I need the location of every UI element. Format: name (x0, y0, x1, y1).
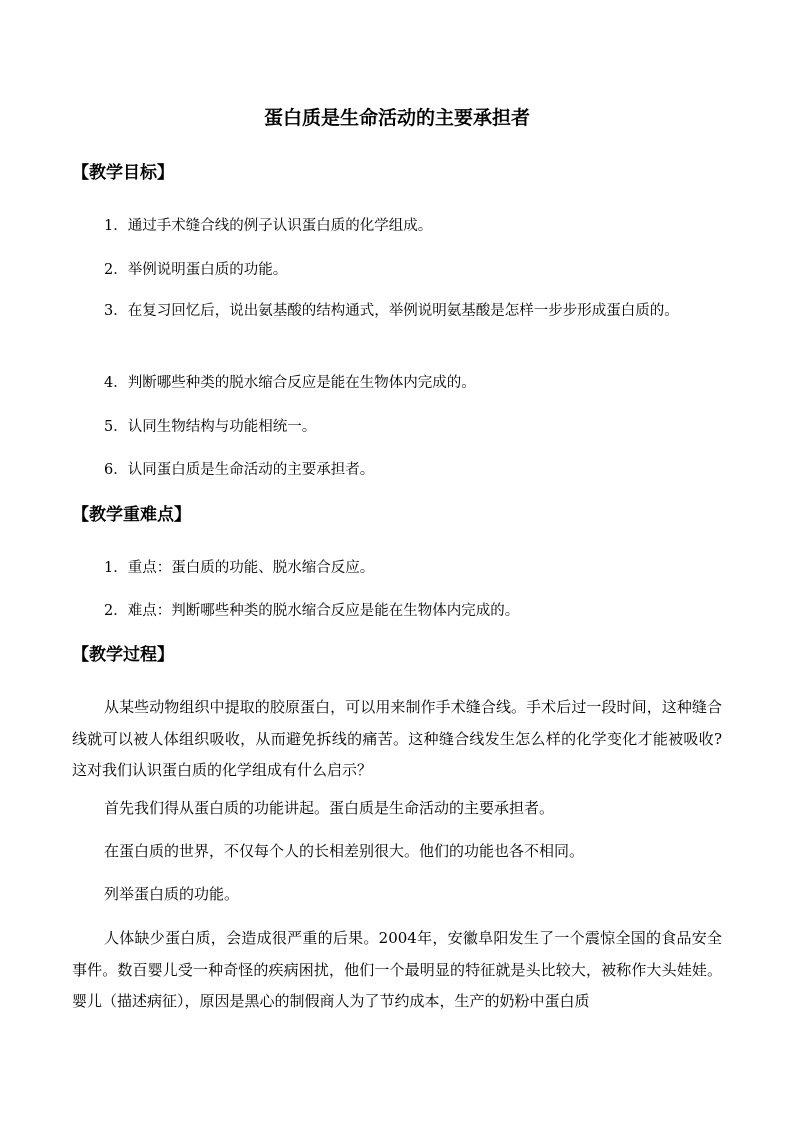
section-heading-process: 【教学过程】 (72, 645, 174, 665)
process-paragraph-3: 在蛋白质的世界，不仅每个人的长相差别很大。他们的功能也各不相同。 (104, 842, 585, 860)
process-paragraph-1: 从某些动物组织中提取的胶原蛋白，可以用来制作手术缝合线。手术后过一段时间，这种缝合线就可以被人体组织吸收，从而避免拆线的痛苦。这种缝合线发生怎么样的化学变化才能被吸收?这对我们认识蛋白质的化学组成有什么启示？ (72, 698, 722, 779)
objective-item-4: 4．判断哪些种类的脱水缩合反应是能在生物体内完成的。 (104, 375, 476, 391)
document-title: 蛋白质是生命活动的主要承担者 (263, 107, 530, 129)
objective-item-6: 6．认同蛋白质是生命活动的主要承担者。 (104, 462, 375, 478)
key-point-item-1: 1．重点：蛋白质的功能、脱水缩合反应。 (104, 560, 375, 576)
key-point-item-2: 2．难点：判断哪些种类的脱水缩合反应是能在生物体内完成的。 (104, 603, 520, 619)
objective-item-2: 2．举例说明蛋白质的功能。 (104, 262, 288, 278)
objective-item-3: 3．在复习回忆后，说出氨基酸的结构通式，举例说明氨基酸是怎样一步步形成蛋白质的。 (104, 303, 679, 319)
section-heading-objectives: 【教学目标】 (72, 163, 174, 183)
objective-item-1: 1．通过手术缝合线的例子认识蛋白质的化学组成。 (104, 218, 433, 234)
process-paragraph-2: 首先我们得从蛋白质的功能讲起。蛋白质是生命活动的主要承担者。 (104, 799, 555, 817)
process-paragraph-4: 列举蛋白质的功能。 (104, 885, 240, 903)
section-heading-key-points: 【教学重难点】 (72, 505, 191, 525)
process-paragraph-5: 人体缺少蛋白质，会造成很严重的后果。2004年，安徽阜阳发生了一个震惊全国的食品安全事件。数百婴儿受一种奇怪的疾病困扰，他们一个最明显的特征就是头比较大，被称作大头娃娃。婴儿（描述病征），原因是黑心的制假商人为了节约成本，生产的奶粉中蛋白质 (72, 929, 722, 1010)
objective-item-5: 5．认同生物结构与功能相统一。 (104, 419, 317, 435)
